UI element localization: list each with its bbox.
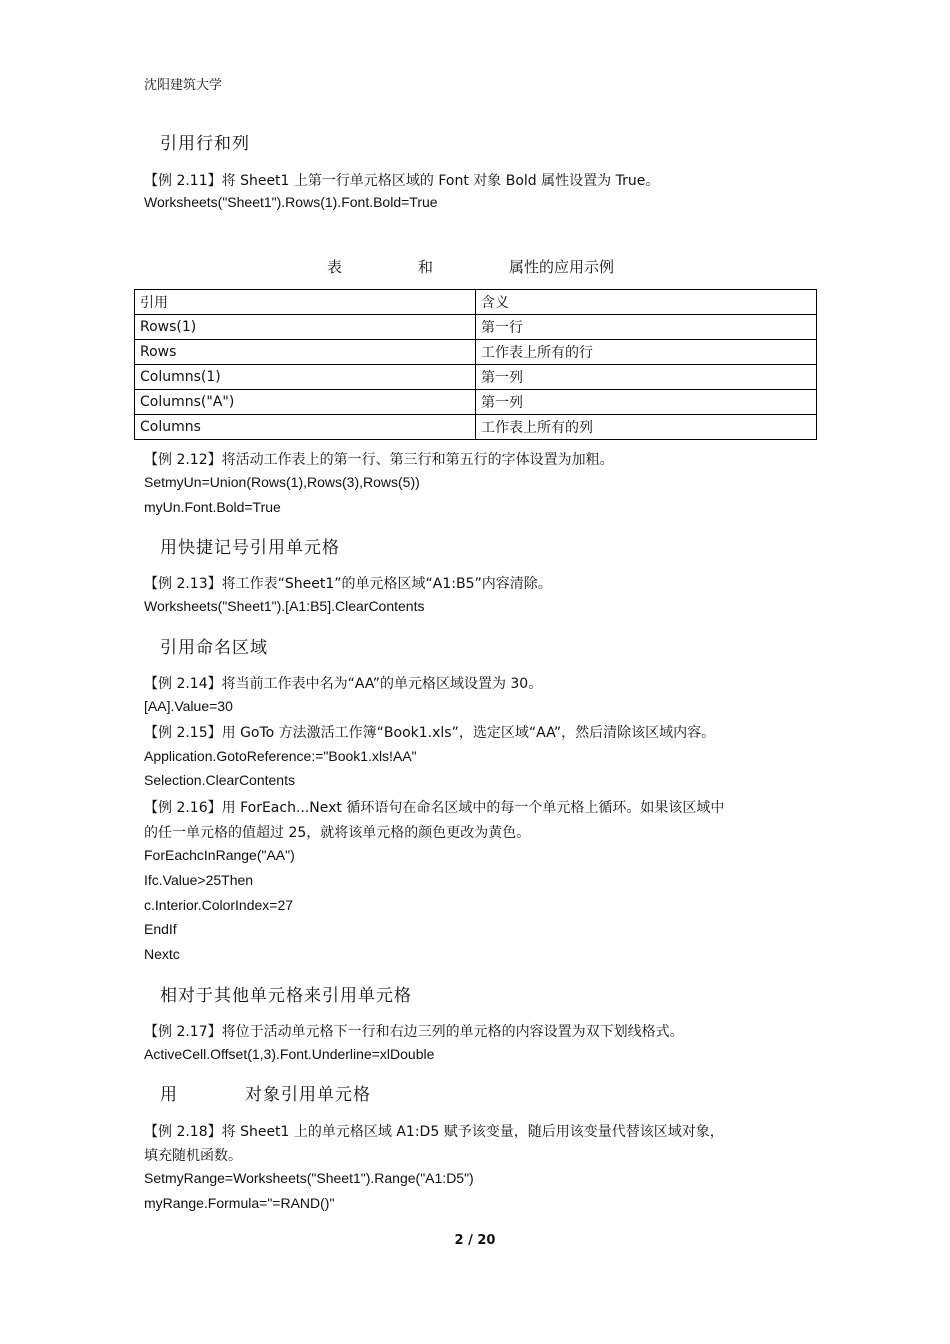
code-2-17: ActiveCell.Offset(1,3).Font.Underline=xlDouble [144,1046,435,1062]
example-2-13: 【例 2.13】将工作表“Sheet1”的单元格区域“A1:B5”内容清除。 [144,576,552,592]
page-number: 2 / 20 [454,1233,496,1248]
code-2-15-line1: Application.GotoReference:="Book1.xls!AA" [144,748,417,764]
table-cell: 第一列 [476,390,817,415]
table-caption-c: 属性的应用示例 [509,258,615,276]
example-2-16-line2: 的任一单元格的值超过 25，就将该单元格的颜色更改为黄色。 [144,825,531,841]
code-2-18-line1: SetmyRange=Worksheets("Sheet1").Range("A1:D5") [144,1170,474,1186]
table-cell: 第一行 [476,315,817,340]
table-row [135,340,817,365]
table-header-row [135,290,817,315]
table-cell: Rows(1) [135,315,476,340]
table-header-cell: 引用 [135,290,476,315]
code-2-16-line4: EndIf [144,921,177,937]
example-2-16-line1: 【例 2.16】用 ForEach...Next 循环语句在命名区域中的每一个单元格上循环。如果该区域中 [144,800,725,816]
reference-table [134,289,817,440]
code-2-16-line5: Nextc [144,946,180,962]
table-header-cell: 含义 [476,290,817,315]
code-2-12-line2: myUn.Font.Bold=True [144,499,281,515]
table-row [135,415,817,440]
example-2-17: 【例 2.17】将位于活动单元格下一行和右边三列的单元格的内容设置为双下划线格式。 [144,1024,684,1040]
table-cell: 第一列 [476,365,817,390]
page-header: 沈阳建筑大学 [144,78,223,93]
section-title-rows-columns: 引用行和列 [160,134,250,154]
table-cell: Columns(1) [135,365,476,390]
example-2-12: 【例 2.12】将活动工作表上的第一行、第三行和第五行的字体设置为加粗。 [144,452,614,468]
table-caption-b: 和 [418,258,434,276]
code-2-14: [AA].Value=30 [144,698,233,714]
example-2-18-line1: 【例 2.18】将 Sheet1 上的单元格区域 A1:D5 赋予该变量，随后用该变量代替该区域对象， [144,1124,724,1140]
table-row [135,365,817,390]
table-cell: Rows [135,340,476,365]
example-2-15: 【例 2.15】用 GoTo 方法激活工作簿“Book1.xls”，选定区域“AA”，然后清除该区域内容。 [144,725,716,741]
table-row [135,315,817,340]
example-2-14: 【例 2.14】将当前工作表中名为“AA”的单元格区域设置为 30。 [144,676,543,692]
table-row [135,390,817,415]
section-title-shortcut: 用快捷记号引用单元格 [160,538,340,558]
code-2-16-line1: ForEachcInRange("AA") [144,847,295,863]
code-2-16-line2: Ifc.Value>25Then [144,872,254,888]
table-cell: Columns("A") [135,390,476,415]
section-title-relative: 相对于其他单元格来引用单元格 [160,986,412,1006]
code-2-12-line1: SetmyUn=Union(Rows(1),Rows(3),Rows(5)) [144,474,420,490]
section-title-object-a: 用 [160,1085,178,1105]
section-title-named-range: 引用命名区域 [160,638,268,658]
table-cell: 工作表上所有的列 [476,415,817,440]
example-2-18-line2: 填充随机函数。 [144,1148,242,1164]
section-title-object-b: 对象引用单元格 [245,1085,371,1105]
code-2-16-line3: c.Interior.ColorIndex=27 [144,897,294,913]
code-2-15-line2: Selection.ClearContents [144,772,295,788]
code-2-18-line2: myRange.Formula="=RAND()" [144,1195,335,1211]
example-2-11: 【例 2.11】将 Sheet1 上第一行单元格区域的 Font 对象 Bold 属性设置为 True。 [144,173,660,189]
code-2-11: Worksheets("Sheet1").Rows(1).Font.Bold=True [144,194,438,210]
table-caption-a: 表 [327,258,343,276]
table-cell: 工作表上所有的行 [476,340,817,365]
code-2-13: Worksheets("Sheet1").[A1:B5].ClearContents [144,598,425,614]
table-cell: Columns [135,415,476,440]
